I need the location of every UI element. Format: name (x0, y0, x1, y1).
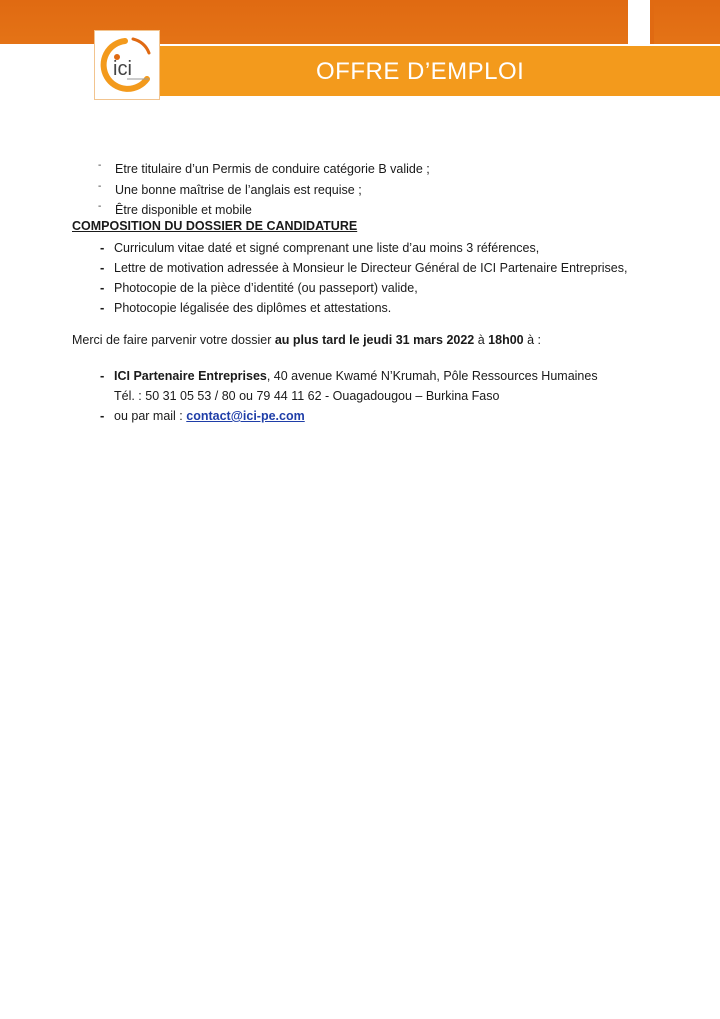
bullet-dash: - (98, 181, 102, 192)
dossier-item: Curriculum vitae daté et signé comprenant une liste d’au moins 3 références, (114, 241, 540, 255)
bullet-dash: - (100, 408, 105, 423)
company-name: ICI Partenaire Entreprises (114, 369, 267, 383)
bullet-dash: - (100, 368, 105, 383)
bullet-dash: - (100, 240, 105, 255)
bullet-dash: - (98, 201, 102, 212)
deadline-date: au plus tard le jeudi 31 mars 2022 (274, 333, 475, 347)
deadline-middle: à (474, 333, 489, 347)
header-notch (628, 0, 654, 44)
company-address: , 40 avenue Kwamé N’Krumah, Pôle Ressources Humaines (266, 369, 598, 383)
deadline-time: 18h00 (488, 333, 524, 347)
company-logo (94, 30, 160, 100)
deadline-suffix: à : (523, 333, 541, 347)
dossier-item: Photocopie légalisée des diplômes et attestations. (114, 301, 392, 315)
deadline-prefix: Merci de faire parvenir votre dossier (72, 333, 275, 347)
bullet-dash: - (98, 160, 102, 171)
page-title: OFFRE D’EMPLOI (316, 58, 525, 85)
logo-wordmark: ici (113, 58, 132, 80)
requirement-item: Être disponible et mobile (115, 203, 252, 217)
dossier-item: Photocopie de la pièce d’identité (ou passeport) valide, (114, 281, 418, 295)
requirement-item: Etre titulaire d’un Permis de conduire catégorie B valide ; (115, 162, 430, 176)
contact-address (114, 368, 598, 384)
dossier-item: Lettre de motivation adressée à Monsieur le Directeur Général de ICI Partenaire Entreprises, (114, 261, 628, 275)
email-link[interactable]: contact@ici-pe.com (186, 409, 305, 423)
contact-mail-line (114, 408, 305, 424)
bullet-dash: - (100, 260, 105, 275)
contact-phone: Tél. : 50 31 05 53 / 80 ou 79 44 11 62 - Ouagadougou – Burkina Faso (114, 389, 500, 403)
logo-icon (95, 31, 159, 99)
bullet-dash: - (100, 280, 105, 295)
bullet-dash: - (100, 300, 105, 315)
section-heading: COMPOSITION DU DOSSIER DE CANDIDATURE (72, 219, 358, 233)
deadline-paragraph (72, 332, 541, 348)
mail-prefix: ou par mail : (114, 409, 187, 423)
requirement-item: Une bonne maîtrise de l’anglais est requise ; (115, 183, 362, 197)
